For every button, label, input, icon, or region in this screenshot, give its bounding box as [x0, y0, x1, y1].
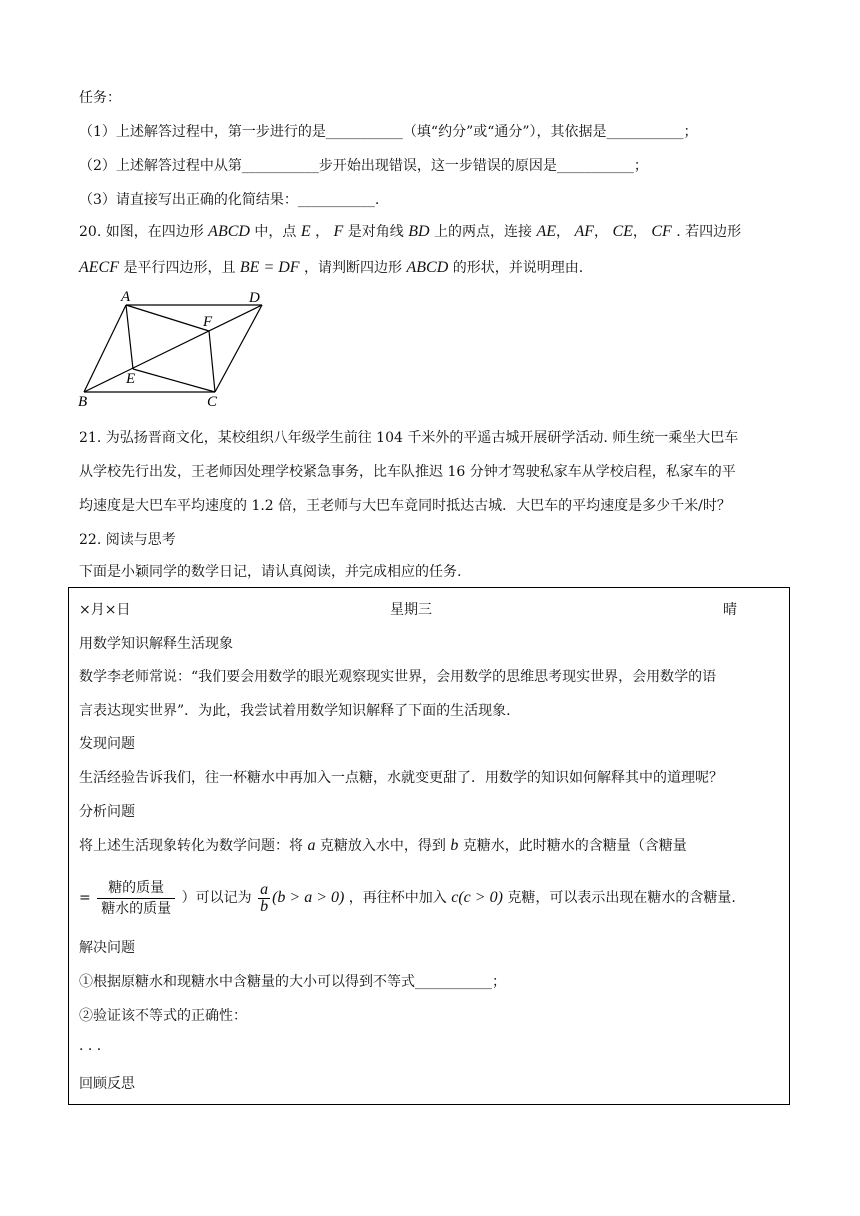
segment-cf — [209, 331, 215, 392]
q20-point-f: F — [333, 223, 344, 240]
q20-text: . 若四边形 — [676, 224, 742, 240]
q20-line-2 — [79, 258, 583, 278]
label-d: D — [249, 290, 260, 306]
ellipsis: · · · — [79, 1042, 102, 1058]
segment-ae — [126, 305, 133, 369]
q21-line-1: 21. 为弘扬晋商文化，某校组织八年级学生前往 104 千米外的平遥古城开展研学活动. 师生统一乘坐大巴车 — [79, 430, 739, 446]
diary-paragraph-2: 生活经验告诉我们，往一杯糖水中再加入一点糖，水就变更甜了．用数学的知识如何解释其中的道理呢？ — [79, 770, 723, 786]
q20-af: AF — [574, 223, 595, 240]
parallelogram-figure — [74, 286, 274, 410]
diary-formula-line — [79, 876, 736, 920]
text: 克糖水，此时糖水的含糖量（含糖量 — [462, 838, 687, 854]
label-f: F — [203, 314, 213, 330]
sugar-ratio-fraction — [97, 878, 175, 919]
fraction-denominator-b: b — [260, 897, 269, 915]
heading-analyze-problem: 分析问题 — [79, 804, 135, 820]
diagonal-bd — [84, 305, 262, 392]
q20-text: ，请判断四边形 — [304, 260, 403, 276]
diary-weather: 晴 — [723, 602, 737, 618]
q20-abcd-2: ABCD — [406, 259, 449, 276]
q20-line-1 — [79, 222, 741, 242]
var-a: a — [307, 837, 316, 854]
fraction-numerator-a: a — [260, 880, 269, 898]
q21-line-3: 均速度是大巴车平均速度的 1.2 倍，王老师与大巴车竟同时抵达古城．大巴车的平均速度是多少千米/时？ — [79, 498, 731, 514]
q20-comma: ， — [556, 224, 571, 240]
condition-c: c(c > 0) — [451, 889, 503, 906]
solve-step-1: ①根据原糖水和现糖水中含糖量的大小可以得到不等式___________； — [79, 974, 506, 990]
var-b: b — [450, 837, 459, 854]
q20-text: 中，点 — [254, 224, 297, 240]
text: ，再往杯中加入 — [348, 890, 447, 906]
diary-paragraph-3 — [79, 836, 687, 856]
q20-ce: CE — [612, 223, 633, 240]
q20-abcd: ABCD — [208, 223, 250, 240]
q20-text: 是对角线 — [347, 224, 404, 240]
label-b: B — [78, 394, 88, 410]
fraction-numerator: 糖的质量 — [97, 878, 175, 899]
heading-solve-problem: 解决问题 — [79, 940, 135, 956]
segment-af — [126, 305, 209, 331]
edge-dc — [215, 305, 262, 392]
q22-title: 22. 阅读与思考 — [79, 532, 176, 548]
label-e: E — [126, 371, 136, 387]
text: 将上述生活现象转化为数学问题：将 — [79, 838, 303, 854]
equals-sign: = — [79, 890, 91, 906]
fraction-denominator: 糖水的质量 — [101, 900, 172, 917]
diary-date: ×月×日 — [79, 602, 131, 618]
q20-comma: ， — [632, 224, 647, 240]
q22-intro: 下面是小颖同学的数学日记，请认真阅读，并完成相应的任务. — [79, 564, 462, 580]
text: 克糖，可以表示出现在糖水的含糖量. — [507, 890, 736, 906]
q21-line-2: 从学校先行出发，王老师因处理学校紧急事务，比车队推迟 16 分钟才驾驶私家车从学校启程，私家车的平 — [79, 464, 736, 480]
diary-weekday: 星期三 — [390, 602, 432, 618]
q20-cf: CF — [651, 223, 672, 240]
diary-subject: 用数学知识解释生活现象 — [79, 636, 233, 652]
q20-aecf: AECF — [79, 259, 119, 276]
q20-comma: ， — [315, 224, 330, 240]
edge-ba — [84, 305, 126, 392]
q20-text: 的形状，并说明理由. — [452, 260, 584, 276]
task-3: （3）请直接写出正确的化简结果：___________. — [79, 192, 380, 208]
q20-ae: AE — [536, 223, 557, 240]
segment-ce — [133, 369, 215, 392]
q20-text: 20. 如图，在四边形 — [79, 224, 204, 240]
q20-text: 上的两点，连接 — [434, 224, 533, 240]
heading-review: 回顾反思 — [79, 1076, 135, 1092]
label-a: A — [121, 289, 131, 305]
task-1: （1）上述解答过程中，第一步进行的是___________（填“约分”或“通分”），其依据是___________； — [79, 124, 698, 140]
task-heading: 任务： — [79, 90, 121, 106]
text: 克糖放入水中，得到 — [319, 838, 446, 854]
task-2: （2）上述解答过程中从第___________步开始出现错误，这一步错误的原因是___________； — [79, 158, 648, 174]
heading-find-problem: 发现问题 — [79, 736, 135, 752]
solve-step-2: ②验证该不等式的正确性： — [79, 1008, 247, 1024]
q20-comma: ， — [594, 224, 609, 240]
q20-text: 是平行四边形，且 — [123, 260, 236, 276]
q20-be-df: BE = DF — [239, 259, 300, 276]
text: ）可以记为 — [181, 890, 252, 906]
condition-b-a: (b > a > 0) — [272, 889, 345, 906]
q20-bd: BD — [408, 223, 430, 240]
diary-paragraph-1a: 数学李老师常说：“我们要会用数学的眼光观察现实世界，会用数学的思维思考现实世界，会用数学的语 — [79, 669, 717, 685]
a-over-b-fraction — [258, 882, 270, 915]
label-c: C — [207, 394, 218, 410]
diary-paragraph-1b: 言表达现实世界”．为此，我尝试着用数学知识解释了下面的生活现象. — [79, 703, 511, 719]
q20-point-e: E — [300, 223, 311, 240]
